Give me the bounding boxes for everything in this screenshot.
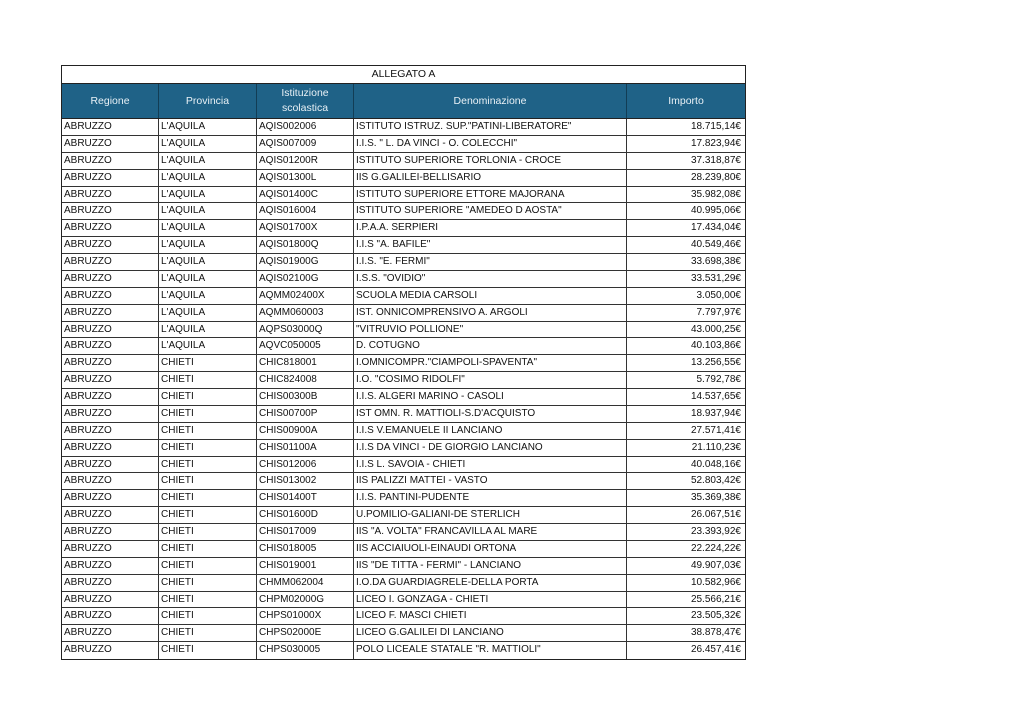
cell-denominazione: I.I.S. " L. DA VINCI - O. COLECCHI" — [354, 136, 627, 152]
cell-provincia: CHIETI — [159, 473, 257, 489]
cell-importo: 3.050,00€ — [696, 289, 741, 301]
cell-denominazione: LICEO G.GALILEI DI LANCIANO — [354, 625, 627, 641]
cell-provincia: CHIETI — [159, 575, 257, 591]
cell-provincia: L'AQUILA — [159, 170, 257, 186]
cell-regione: ABRUZZO — [62, 338, 159, 354]
cell-provincia: CHIETI — [159, 406, 257, 422]
cell-denominazione: U.POMILIO-GALIANI-DE STERLICH — [354, 507, 627, 523]
cell-regione: ABRUZZO — [62, 119, 159, 135]
cell-istituzione: CHIC824008 — [257, 372, 354, 388]
cell-denominazione: IIS ACCIAIUOLI-EINAUDI ORTONA — [354, 541, 627, 557]
cell-provincia: CHIETI — [159, 355, 257, 371]
table-body — [62, 119, 745, 659]
cell-regione: ABRUZZO — [62, 625, 159, 641]
cell-denominazione: I.I.S L. SAVOIA - CHIETI — [354, 457, 627, 473]
cell-regione: ABRUZZO — [62, 305, 159, 321]
cell-provincia: CHIETI — [159, 558, 257, 574]
cell-istituzione: AQIS016004 — [257, 203, 354, 219]
cell-importo: 27.571,41€ — [690, 424, 741, 436]
table-row — [62, 423, 745, 440]
cell-denominazione: I.I.S DA VINCI - DE GIORGIO LANCIANO — [354, 440, 627, 456]
cell-denominazione: ISTITUTO SUPERIORE ETTORE MAJORANA — [354, 187, 627, 203]
cell-provincia: L'AQUILA — [159, 153, 257, 169]
cell-importo: 33.531,29€ — [690, 272, 741, 284]
cell-importo: 23.393,92€ — [690, 526, 741, 537]
table-row — [62, 372, 745, 389]
table-row — [62, 355, 745, 372]
cell-provincia: CHIETI — [159, 507, 257, 523]
cell-denominazione: POLO LICEALE STATALE "R. MATTIOLI" — [354, 642, 627, 659]
cell-provincia: L'AQUILA — [159, 220, 257, 236]
cell-istituzione: CHIS00700P — [257, 406, 354, 422]
cell-istituzione: CHIS00300B — [257, 389, 354, 405]
cell-importo: 14.537,65€ — [690, 391, 741, 402]
cell-regione: ABRUZZO — [62, 507, 159, 523]
cell-importo: 28.239,80€ — [690, 171, 741, 183]
table-row — [62, 153, 745, 170]
table-row — [62, 440, 745, 457]
header-provincia: Provincia — [159, 84, 257, 118]
cell-denominazione: I.I.S. "E. FERMI" — [354, 254, 627, 270]
table-row — [62, 203, 745, 220]
cell-istituzione: AQPS03000Q — [257, 322, 354, 338]
cell-importo: 7.797,97€ — [696, 306, 741, 318]
cell-provincia: L'AQUILA — [159, 203, 257, 219]
cell-regione: ABRUZZO — [62, 406, 159, 422]
table-row — [62, 490, 745, 507]
cell-importo: 33.698,38€ — [690, 256, 741, 267]
cell-provincia: L'AQUILA — [159, 322, 257, 338]
cell-importo: 43.000,25€ — [690, 323, 741, 335]
cell-importo: 26.457,41€ — [690, 644, 741, 656]
cell-istituzione: AQMM02400X — [257, 288, 354, 304]
cell-importo: 40.549,46€ — [690, 239, 741, 251]
cell-importo: 10.582,96€ — [690, 576, 741, 588]
cell-importo: 17.823,94€ — [690, 137, 741, 149]
cell-denominazione: IIS "DE TITTA - FERMI" - LANCIANO — [354, 558, 627, 574]
cell-provincia: CHIETI — [159, 608, 257, 624]
cell-denominazione: IIS "A. VOLTA" FRANCAVILLA AL MARE — [354, 524, 627, 540]
cell-regione: ABRUZZO — [62, 473, 159, 489]
table-row — [62, 406, 745, 423]
table-row — [62, 507, 745, 524]
cell-importo: 40.995,06€ — [690, 205, 741, 217]
cell-denominazione: LICEO F. MASCI CHIETI — [354, 608, 627, 624]
cell-istituzione: CHIS019001 — [257, 558, 354, 574]
cell-regione: ABRUZZO — [62, 355, 159, 371]
table-row — [62, 524, 745, 541]
cell-istituzione: CHPS030005 — [257, 642, 354, 659]
cell-istituzione: AQIS007009 — [257, 136, 354, 152]
cell-denominazione: I.I.S "A. BAFILE" — [354, 237, 627, 253]
cell-denominazione: "VITRUVIO POLLIONE" — [354, 322, 627, 338]
cell-importo: 35.982,08€ — [690, 188, 741, 200]
table-row — [62, 608, 745, 625]
cell-importo: 13.256,55€ — [690, 357, 741, 369]
header-regione: Regione — [62, 84, 159, 118]
cell-importo: 21.110,23€ — [691, 441, 741, 453]
cell-provincia: L'AQUILA — [159, 254, 257, 270]
cell-provincia: CHIETI — [159, 389, 257, 405]
cell-istituzione: AQVC050005 — [257, 338, 354, 354]
table-row — [62, 237, 745, 254]
cell-regione: ABRUZZO — [62, 237, 159, 253]
cell-istituzione: CHIS01600D — [257, 507, 354, 523]
cell-denominazione: ISTITUTO ISTRUZ. SUP."PATINI-LIBERATORE" — [354, 119, 627, 135]
cell-importo: 52.803,42€ — [690, 475, 741, 487]
cell-istituzione: CHIS018005 — [257, 541, 354, 557]
cell-provincia: CHIETI — [159, 541, 257, 557]
cell-istituzione: AQIS01900G — [257, 254, 354, 270]
cell-istituzione: CHPM02000G — [257, 592, 354, 608]
cell-istituzione: AQMM060003 — [257, 305, 354, 321]
cell-provincia: CHIETI — [159, 372, 257, 388]
cell-provincia: CHIETI — [159, 423, 257, 439]
table-row — [62, 541, 745, 558]
cell-istituzione: CHIS01400T — [257, 490, 354, 506]
header-importo: Importo — [668, 94, 704, 107]
cell-regione: ABRUZZO — [62, 457, 159, 473]
cell-denominazione: I.OMNICOMPR."CIAMPOLI-SPAVENTA" — [354, 355, 627, 371]
cell-denominazione: I.S.S. "OVIDIO" — [354, 271, 627, 287]
cell-regione: ABRUZZO — [62, 423, 159, 439]
cell-istituzione: AQIS01700X — [257, 220, 354, 236]
table-row — [62, 136, 745, 153]
cell-importo: 38.878,47€ — [690, 627, 741, 639]
cell-provincia: L'AQUILA — [159, 136, 257, 152]
cell-importo: 40.103,86€ — [690, 340, 741, 352]
cell-istituzione: CHIS00900A — [257, 423, 354, 439]
cell-regione: ABRUZZO — [62, 575, 159, 591]
table-row — [62, 288, 745, 305]
cell-denominazione: I.P.A.A. SERPIERI — [354, 220, 627, 236]
table-header — [62, 84, 745, 119]
cell-denominazione: I.I.S. PANTINI-PUDENTE — [354, 490, 627, 506]
table-row — [62, 271, 745, 288]
cell-regione: ABRUZZO — [62, 170, 159, 186]
cell-denominazione: IIS PALIZZI MATTEI - VASTO — [354, 473, 627, 489]
cell-regione: ABRUZZO — [62, 490, 159, 506]
cell-denominazione: IIS G.GALILEI-BELLISARIO — [354, 170, 627, 186]
cell-provincia: CHIETI — [159, 457, 257, 473]
cell-regione: ABRUZZO — [62, 322, 159, 338]
cell-istituzione: CHPS02000E — [257, 625, 354, 641]
cell-regione: ABRUZZO — [62, 271, 159, 287]
table-title: ALLEGATO A — [62, 66, 745, 84]
cell-istituzione: AQIS01200R — [257, 153, 354, 169]
table-row — [62, 592, 745, 609]
cell-istituzione: AQIS01400C — [257, 187, 354, 203]
cell-provincia: L'AQUILA — [159, 187, 257, 203]
cell-denominazione: ISTITUTO SUPERIORE TORLONIA - CROCE — [354, 153, 627, 169]
cell-importo: 5.792,78€ — [696, 374, 741, 386]
table-row — [62, 338, 745, 355]
cell-importo: 17.434,04€ — [690, 222, 741, 234]
header-istituzione: Istituzione scolastica — [257, 84, 354, 118]
cell-provincia: L'AQUILA — [159, 288, 257, 304]
cell-denominazione: IST OMN. R. MATTIOLI-S.D'ACQUISTO — [354, 406, 627, 422]
allegato-table — [61, 65, 746, 660]
cell-regione: ABRUZZO — [62, 608, 159, 624]
table-row — [62, 473, 745, 490]
cell-regione: ABRUZZO — [62, 254, 159, 270]
cell-importo: 25.566,21€ — [690, 593, 741, 605]
cell-importo: 18.715,14€ — [690, 121, 741, 132]
table-row — [62, 254, 745, 271]
table-row — [62, 119, 745, 136]
cell-provincia: CHIETI — [159, 642, 257, 659]
cell-regione: ABRUZZO — [62, 642, 159, 659]
cell-istituzione: CHMM062004 — [257, 575, 354, 591]
cell-istituzione: CHPS01000X — [257, 608, 354, 624]
cell-provincia: CHIETI — [159, 625, 257, 641]
cell-provincia: CHIETI — [159, 440, 257, 456]
cell-importo: 26.067,51€ — [690, 509, 741, 521]
cell-importo: 40.048,16€ — [690, 458, 741, 470]
cell-istituzione: CHIS017009 — [257, 524, 354, 540]
cell-regione: ABRUZZO — [62, 372, 159, 388]
cell-denominazione: SCUOLA MEDIA CARSOLI — [354, 288, 627, 304]
cell-provincia: L'AQUILA — [159, 119, 257, 135]
header-denominazione: Denominazione — [354, 84, 627, 118]
cell-denominazione: D. COTUGNO — [354, 338, 627, 354]
cell-provincia: CHIETI — [159, 592, 257, 608]
cell-denominazione: I.I.S. ALGERI MARINO - CASOLI — [354, 389, 627, 405]
table-row — [62, 457, 745, 474]
cell-regione: ABRUZZO — [62, 220, 159, 236]
table-row — [62, 642, 745, 659]
cell-importo: 22.224,22€ — [690, 542, 741, 554]
cell-regione: ABRUZZO — [62, 288, 159, 304]
cell-istituzione: AQIS01300L — [257, 170, 354, 186]
cell-provincia: CHIETI — [159, 524, 257, 540]
cell-denominazione: LICEO I. GONZAGA - CHIETI — [354, 592, 627, 608]
cell-istituzione: CHIC818001 — [257, 355, 354, 371]
cell-istituzione: AQIS02100G — [257, 271, 354, 287]
cell-provincia: CHIETI — [159, 490, 257, 506]
cell-regione: ABRUZZO — [62, 541, 159, 557]
cell-istituzione: AQIS01800Q — [257, 237, 354, 253]
cell-importo: 35.369,38€ — [690, 492, 741, 504]
cell-denominazione: ISTITUTO SUPERIORE "AMEDEO D AOSTA" — [354, 203, 627, 219]
cell-istituzione: CHIS013002 — [257, 473, 354, 489]
cell-regione: ABRUZZO — [62, 187, 159, 203]
cell-regione: ABRUZZO — [62, 389, 159, 405]
table-row — [62, 187, 745, 204]
table-row — [62, 625, 745, 642]
cell-istituzione: AQIS002006 — [257, 119, 354, 135]
cell-regione: ABRUZZO — [62, 136, 159, 152]
cell-importo: 37.318,87€ — [690, 154, 741, 166]
cell-denominazione: IST. ONNICOMPRENSIVO A. ARGOLI — [354, 305, 627, 321]
cell-provincia: L'AQUILA — [159, 271, 257, 287]
table-row — [62, 220, 745, 237]
cell-provincia: L'AQUILA — [159, 237, 257, 253]
cell-provincia: L'AQUILA — [159, 338, 257, 354]
cell-istituzione: CHIS012006 — [257, 457, 354, 473]
table-row — [62, 558, 745, 575]
cell-regione: ABRUZZO — [62, 592, 159, 608]
cell-denominazione: I.I.S V.EMANUELE II LANCIANO — [354, 423, 627, 439]
table-row — [62, 322, 745, 339]
table-row — [62, 305, 745, 322]
table-row — [62, 389, 745, 406]
cell-istituzione: CHIS01100A — [257, 440, 354, 456]
cell-regione: ABRUZZO — [62, 558, 159, 574]
cell-importo: 49.907,03€ — [690, 559, 741, 571]
cell-importo: 23.505,32€ — [690, 610, 741, 622]
cell-regione: ABRUZZO — [62, 524, 159, 540]
cell-regione: ABRUZZO — [62, 203, 159, 219]
cell-regione: ABRUZZO — [62, 153, 159, 169]
cell-denominazione: I.O.DA GUARDIAGRELE-DELLA PORTA — [354, 575, 627, 591]
cell-regione: ABRUZZO — [62, 440, 159, 456]
table-row — [62, 575, 745, 592]
cell-denominazione: I.O. "COSIMO RIDOLFI" — [354, 372, 627, 388]
cell-provincia: L'AQUILA — [159, 305, 257, 321]
cell-importo: 18.937,94€ — [690, 407, 741, 419]
table-row — [62, 170, 745, 187]
